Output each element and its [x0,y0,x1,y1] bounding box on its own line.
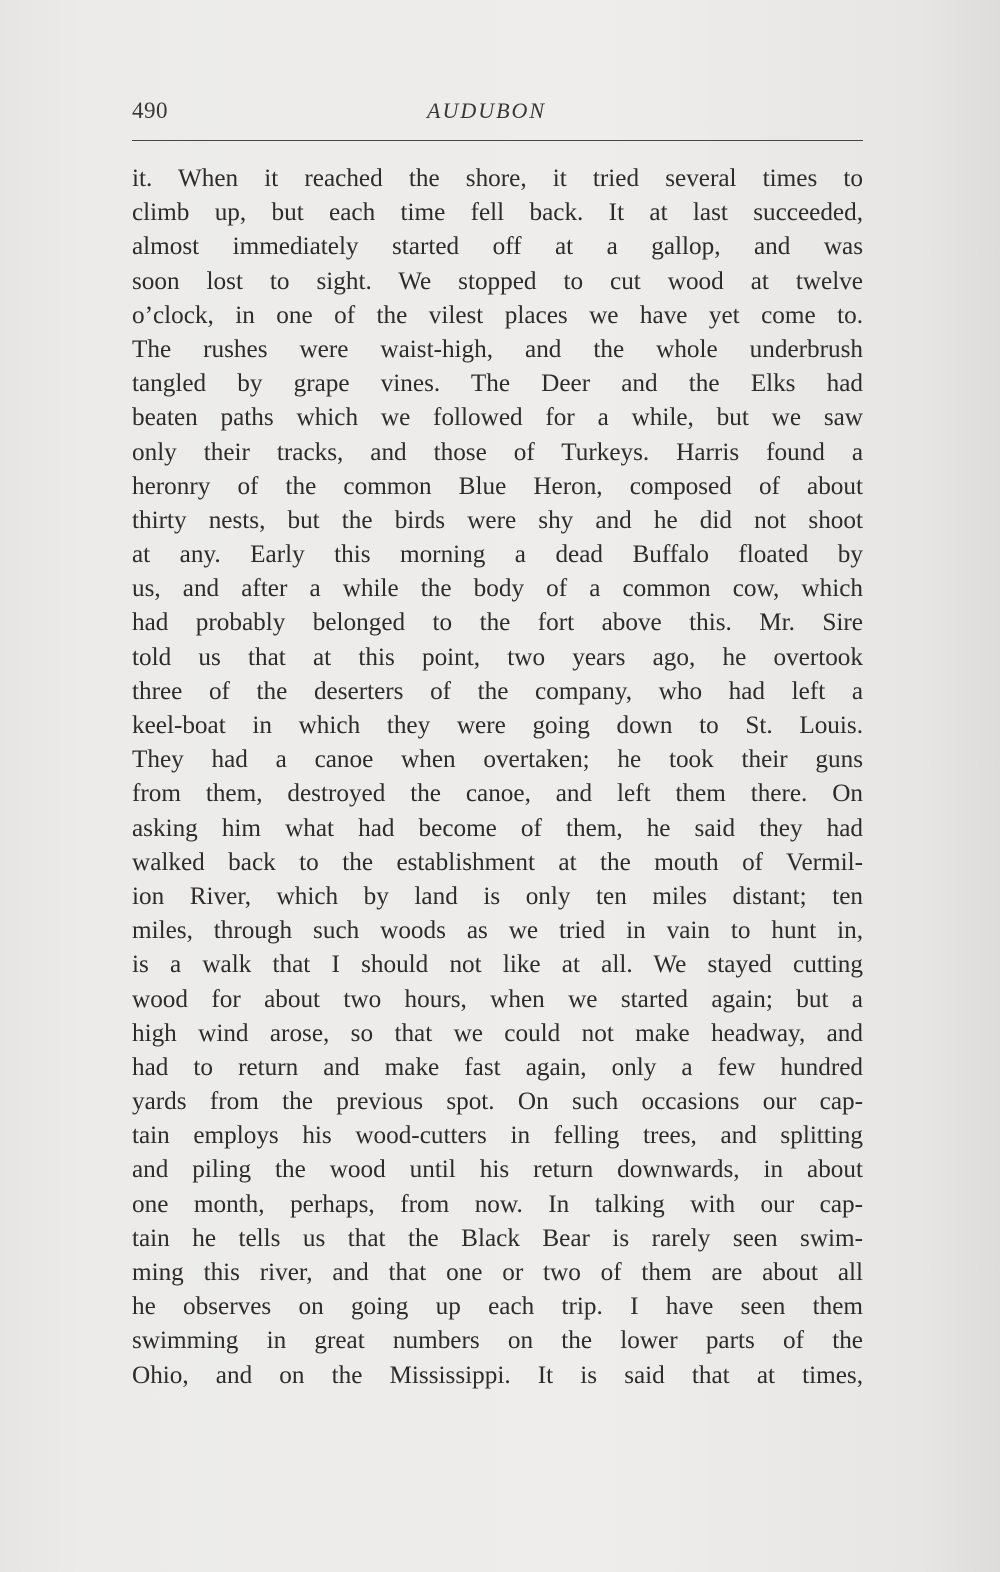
text-line: The rushes were waist-high, and the whole underbrush [132,335,863,363]
text-line: keel-boat in which they were going down to St. Louis. [132,712,863,739]
header-rule [132,140,863,141]
text-line: one month, perhaps, from now. In talking with our cap- [132,1190,863,1218]
page-header [132,96,863,130]
text-line: only their tracks, and those of Turkeys. Harris found a [132,438,863,466]
text-line: high wind arose, so that we could not make headway, and [132,1019,863,1047]
text-line: tain employs his wood-cutters in felling trees, and splitting [132,1122,863,1150]
text-line: swimming in great numbers on the lower parts of the [132,1327,863,1355]
page-number: 490 [132,98,168,123]
text-line: beaten paths which we followed for a while, but we saw [132,404,863,432]
text-line: ming this river, and that one or two of them are about all [132,1259,863,1286]
running-head: AUDUBON [427,98,547,123]
text-line: almost immediately started off at a gallop, and was [132,233,863,261]
text-line: three of the deserters of the company, who had left a [132,677,863,705]
text-line: us, and after a while the body of a common cow, which [132,575,863,603]
text-line: wood for about two hours, when we started again; but a [132,985,863,1013]
text-line: asking him what had become of them, he said they had [132,814,863,842]
text-line: it. When it reached the shore, it tried several times to [132,165,863,192]
text-line: miles, through such woods as we tried in vain to hunt in, [132,917,863,945]
text-line: tangled by grape vines. The Deer and the Elks had [132,370,863,398]
text-line: yards from the previous spot. On such occasions our cap- [132,1088,863,1116]
text-line: is a walk that I should not like at all. We stayed cutting [132,951,863,979]
text-line: heronry of the common Blue Heron, composed of about [132,472,863,500]
text-line: had to return and make fast again, only a few hundred [132,1053,863,1081]
text-line: at any. Early this morning a dead Buffalo floated by [132,541,863,569]
text-line: walked back to the establishment at the mouth of Vermil- [132,848,863,876]
text-line: climb up, but each time fell back. It at last succeeded, [132,199,863,227]
text-line: had probably belonged to the fort above this. Mr. Sire [132,609,863,637]
text-line: They had a canoe when overtaken; he took their guns [132,746,863,774]
body-text [132,162,863,1393]
text-line: soon lost to sight. We stopped to cut wood at twelve [132,267,863,295]
text-line: he observes on going up each trip. I have seen them [132,1293,863,1321]
text-line: and piling the wood until his return downwards, in about [132,1156,863,1184]
text-line: o’clock, in one of the vilest places we have yet come to. [132,301,863,329]
text-line: Ohio, and on the Mississippi. It is said that at times, [132,1361,863,1389]
text-line: ion River, which by land is only ten miles distant; ten [132,882,863,910]
text-line: told us that at this point, two years ago, he overtook [132,643,863,671]
text-line: tain he tells us that the Black Bear is rarely seen swim- [132,1224,863,1252]
text-line: from them, destroyed the canoe, and left them there. On [132,780,863,808]
text-line: thirty nests, but the birds were shy and he did not shoot [132,506,863,534]
